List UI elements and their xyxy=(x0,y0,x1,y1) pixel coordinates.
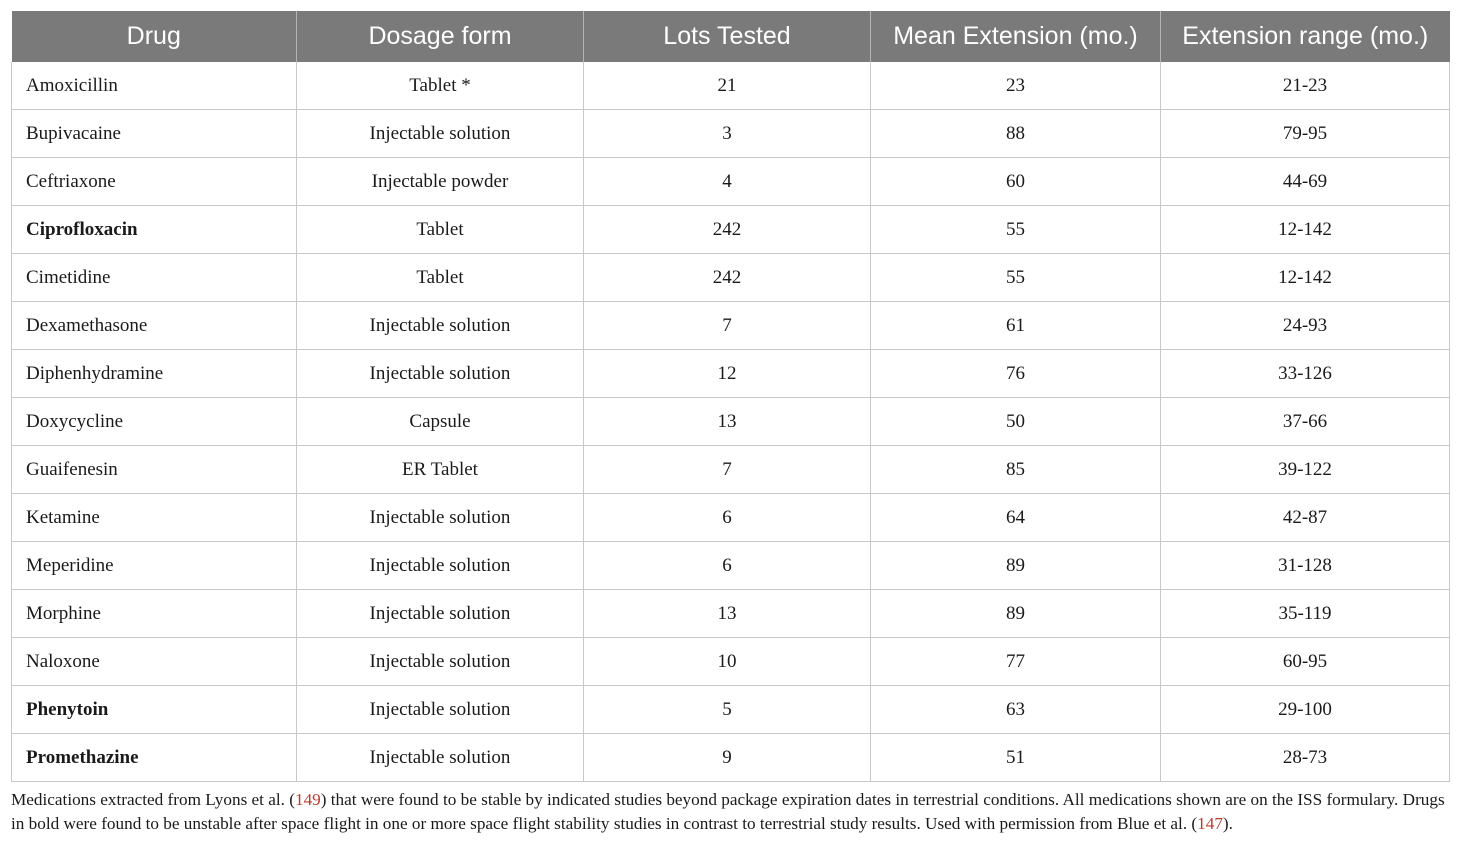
cell-dosage-form: Injectable solution xyxy=(297,110,584,158)
cell-lots-tested: 9 xyxy=(584,734,871,782)
cell-extension-range: 60-95 xyxy=(1161,638,1450,686)
cell-dosage-form: Injectable solution xyxy=(297,734,584,782)
cell-extension-range: 24-93 xyxy=(1161,302,1450,350)
table-row xyxy=(12,350,1450,398)
cell-drug: Bupivacaine xyxy=(12,110,297,158)
cell-mean-extension: 76 xyxy=(871,350,1161,398)
table-row xyxy=(12,542,1450,590)
cell-dosage-form: Tablet xyxy=(297,254,584,302)
cell-mean-extension: 23 xyxy=(871,62,1161,110)
cell-extension-range: 33-126 xyxy=(1161,350,1450,398)
cell-lots-tested: 13 xyxy=(584,398,871,446)
cell-lots-tested: 7 xyxy=(584,446,871,494)
table-row xyxy=(12,494,1450,542)
table-row xyxy=(12,686,1450,734)
table-body xyxy=(12,62,1450,782)
cell-drug: Dexamethasone xyxy=(12,302,297,350)
cell-lots-tested: 3 xyxy=(584,110,871,158)
cell-extension-range: 28-73 xyxy=(1161,734,1450,782)
table-row xyxy=(12,62,1450,110)
table-row xyxy=(12,302,1450,350)
cell-drug: Ceftriaxone xyxy=(12,158,297,206)
drug-stability-table xyxy=(11,11,1450,782)
cell-extension-range: 42-87 xyxy=(1161,494,1450,542)
table-row xyxy=(12,446,1450,494)
cell-dosage-form: Injectable solution xyxy=(297,302,584,350)
cell-dosage-form: Injectable solution xyxy=(297,494,584,542)
cell-dosage-form: Injectable solution xyxy=(297,542,584,590)
cell-drug: Phenytoin xyxy=(12,686,297,734)
cell-drug: Guaifenesin xyxy=(12,446,297,494)
table-row xyxy=(12,158,1450,206)
cell-drug: Naloxone xyxy=(12,638,297,686)
cell-mean-extension: 89 xyxy=(871,542,1161,590)
header-lots-tested: Lots Tested xyxy=(584,11,871,62)
cell-dosage-form: Injectable solution xyxy=(297,590,584,638)
cell-dosage-form: Injectable powder xyxy=(297,158,584,206)
cell-extension-range: 37-66 xyxy=(1161,398,1450,446)
cell-mean-extension: 63 xyxy=(871,686,1161,734)
cell-drug: Ketamine xyxy=(12,494,297,542)
cell-lots-tested: 12 xyxy=(584,350,871,398)
cell-dosage-form: Injectable solution xyxy=(297,638,584,686)
table-row xyxy=(12,110,1450,158)
header-dosage-form: Dosage form xyxy=(297,11,584,62)
cell-lots-tested: 5 xyxy=(584,686,871,734)
cell-dosage-form: Injectable solution xyxy=(297,686,584,734)
cell-drug: Cimetidine xyxy=(12,254,297,302)
cell-lots-tested: 4 xyxy=(584,158,871,206)
cell-drug: Doxycycline xyxy=(12,398,297,446)
table-caption xyxy=(11,788,1451,836)
header-row xyxy=(12,11,1450,62)
drug-stability-table-container xyxy=(11,11,1449,782)
header-mean-extension: Mean Extension (mo.) xyxy=(871,11,1161,62)
cell-extension-range: 12-142 xyxy=(1161,254,1450,302)
cell-mean-extension: 55 xyxy=(871,206,1161,254)
cell-drug: Diphenhydramine xyxy=(12,350,297,398)
header-drug: Drug xyxy=(12,11,297,62)
cell-extension-range: 39-122 xyxy=(1161,446,1450,494)
cell-dosage-form: Injectable solution xyxy=(297,350,584,398)
cell-extension-range: 35-119 xyxy=(1161,590,1450,638)
cell-extension-range: 21-23 xyxy=(1161,62,1450,110)
table-row xyxy=(12,398,1450,446)
cell-drug: Ciprofloxacin xyxy=(12,206,297,254)
cell-lots-tested: 13 xyxy=(584,590,871,638)
table-row xyxy=(12,206,1450,254)
cell-dosage-form: Capsule xyxy=(297,398,584,446)
cell-mean-extension: 64 xyxy=(871,494,1161,542)
header-extension-range: Extension range (mo.) xyxy=(1161,11,1450,62)
table-row xyxy=(12,734,1450,782)
cell-extension-range: 31-128 xyxy=(1161,542,1450,590)
cell-drug: Meperidine xyxy=(12,542,297,590)
cell-mean-extension: 77 xyxy=(871,638,1161,686)
cell-lots-tested: 242 xyxy=(584,206,871,254)
cell-extension-range: 44-69 xyxy=(1161,158,1450,206)
cell-lots-tested: 7 xyxy=(584,302,871,350)
caption-text-part3: ). xyxy=(1222,814,1233,833)
cell-drug: Promethazine xyxy=(12,734,297,782)
cell-mean-extension: 51 xyxy=(871,734,1161,782)
cell-mean-extension: 61 xyxy=(871,302,1161,350)
reference-link-149[interactable]: 149 xyxy=(294,790,321,809)
cell-dosage-form: Tablet xyxy=(297,206,584,254)
cell-drug: Morphine xyxy=(12,590,297,638)
reference-link-147[interactable]: 147 xyxy=(1197,814,1223,833)
cell-mean-extension: 55 xyxy=(871,254,1161,302)
cell-extension-range: 12-142 xyxy=(1161,206,1450,254)
table-row xyxy=(12,638,1450,686)
cell-dosage-form: Tablet * xyxy=(297,62,584,110)
cell-dosage-form: ER Tablet xyxy=(297,446,584,494)
cell-mean-extension: 60 xyxy=(871,158,1161,206)
cell-lots-tested: 6 xyxy=(584,542,871,590)
table-row xyxy=(12,590,1450,638)
cell-mean-extension: 50 xyxy=(871,398,1161,446)
caption-text-part1: Medications extracted from Lyons et al. ( xyxy=(11,790,295,809)
cell-extension-range: 29-100 xyxy=(1161,686,1450,734)
table-row xyxy=(12,254,1450,302)
cell-mean-extension: 85 xyxy=(871,446,1161,494)
cell-mean-extension: 89 xyxy=(871,590,1161,638)
cell-lots-tested: 6 xyxy=(584,494,871,542)
cell-lots-tested: 242 xyxy=(584,254,871,302)
cell-mean-extension: 88 xyxy=(871,110,1161,158)
cell-lots-tested: 21 xyxy=(584,62,871,110)
cell-drug: Amoxicillin xyxy=(12,62,297,110)
table-header xyxy=(12,11,1450,62)
caption-text-part2: ) that were found to be stable by indicated studies beyond package expiration dates in terrestrial conditions. All medications shown are on the ISS formulary. Drugs in bold were found to be unstable after space flight in one or more space flight stability studies in contrast to terrestrial study results. Used with permission from Blue et al. ( xyxy=(11,790,1445,833)
cell-lots-tested: 10 xyxy=(584,638,871,686)
cell-extension-range: 79-95 xyxy=(1161,110,1450,158)
